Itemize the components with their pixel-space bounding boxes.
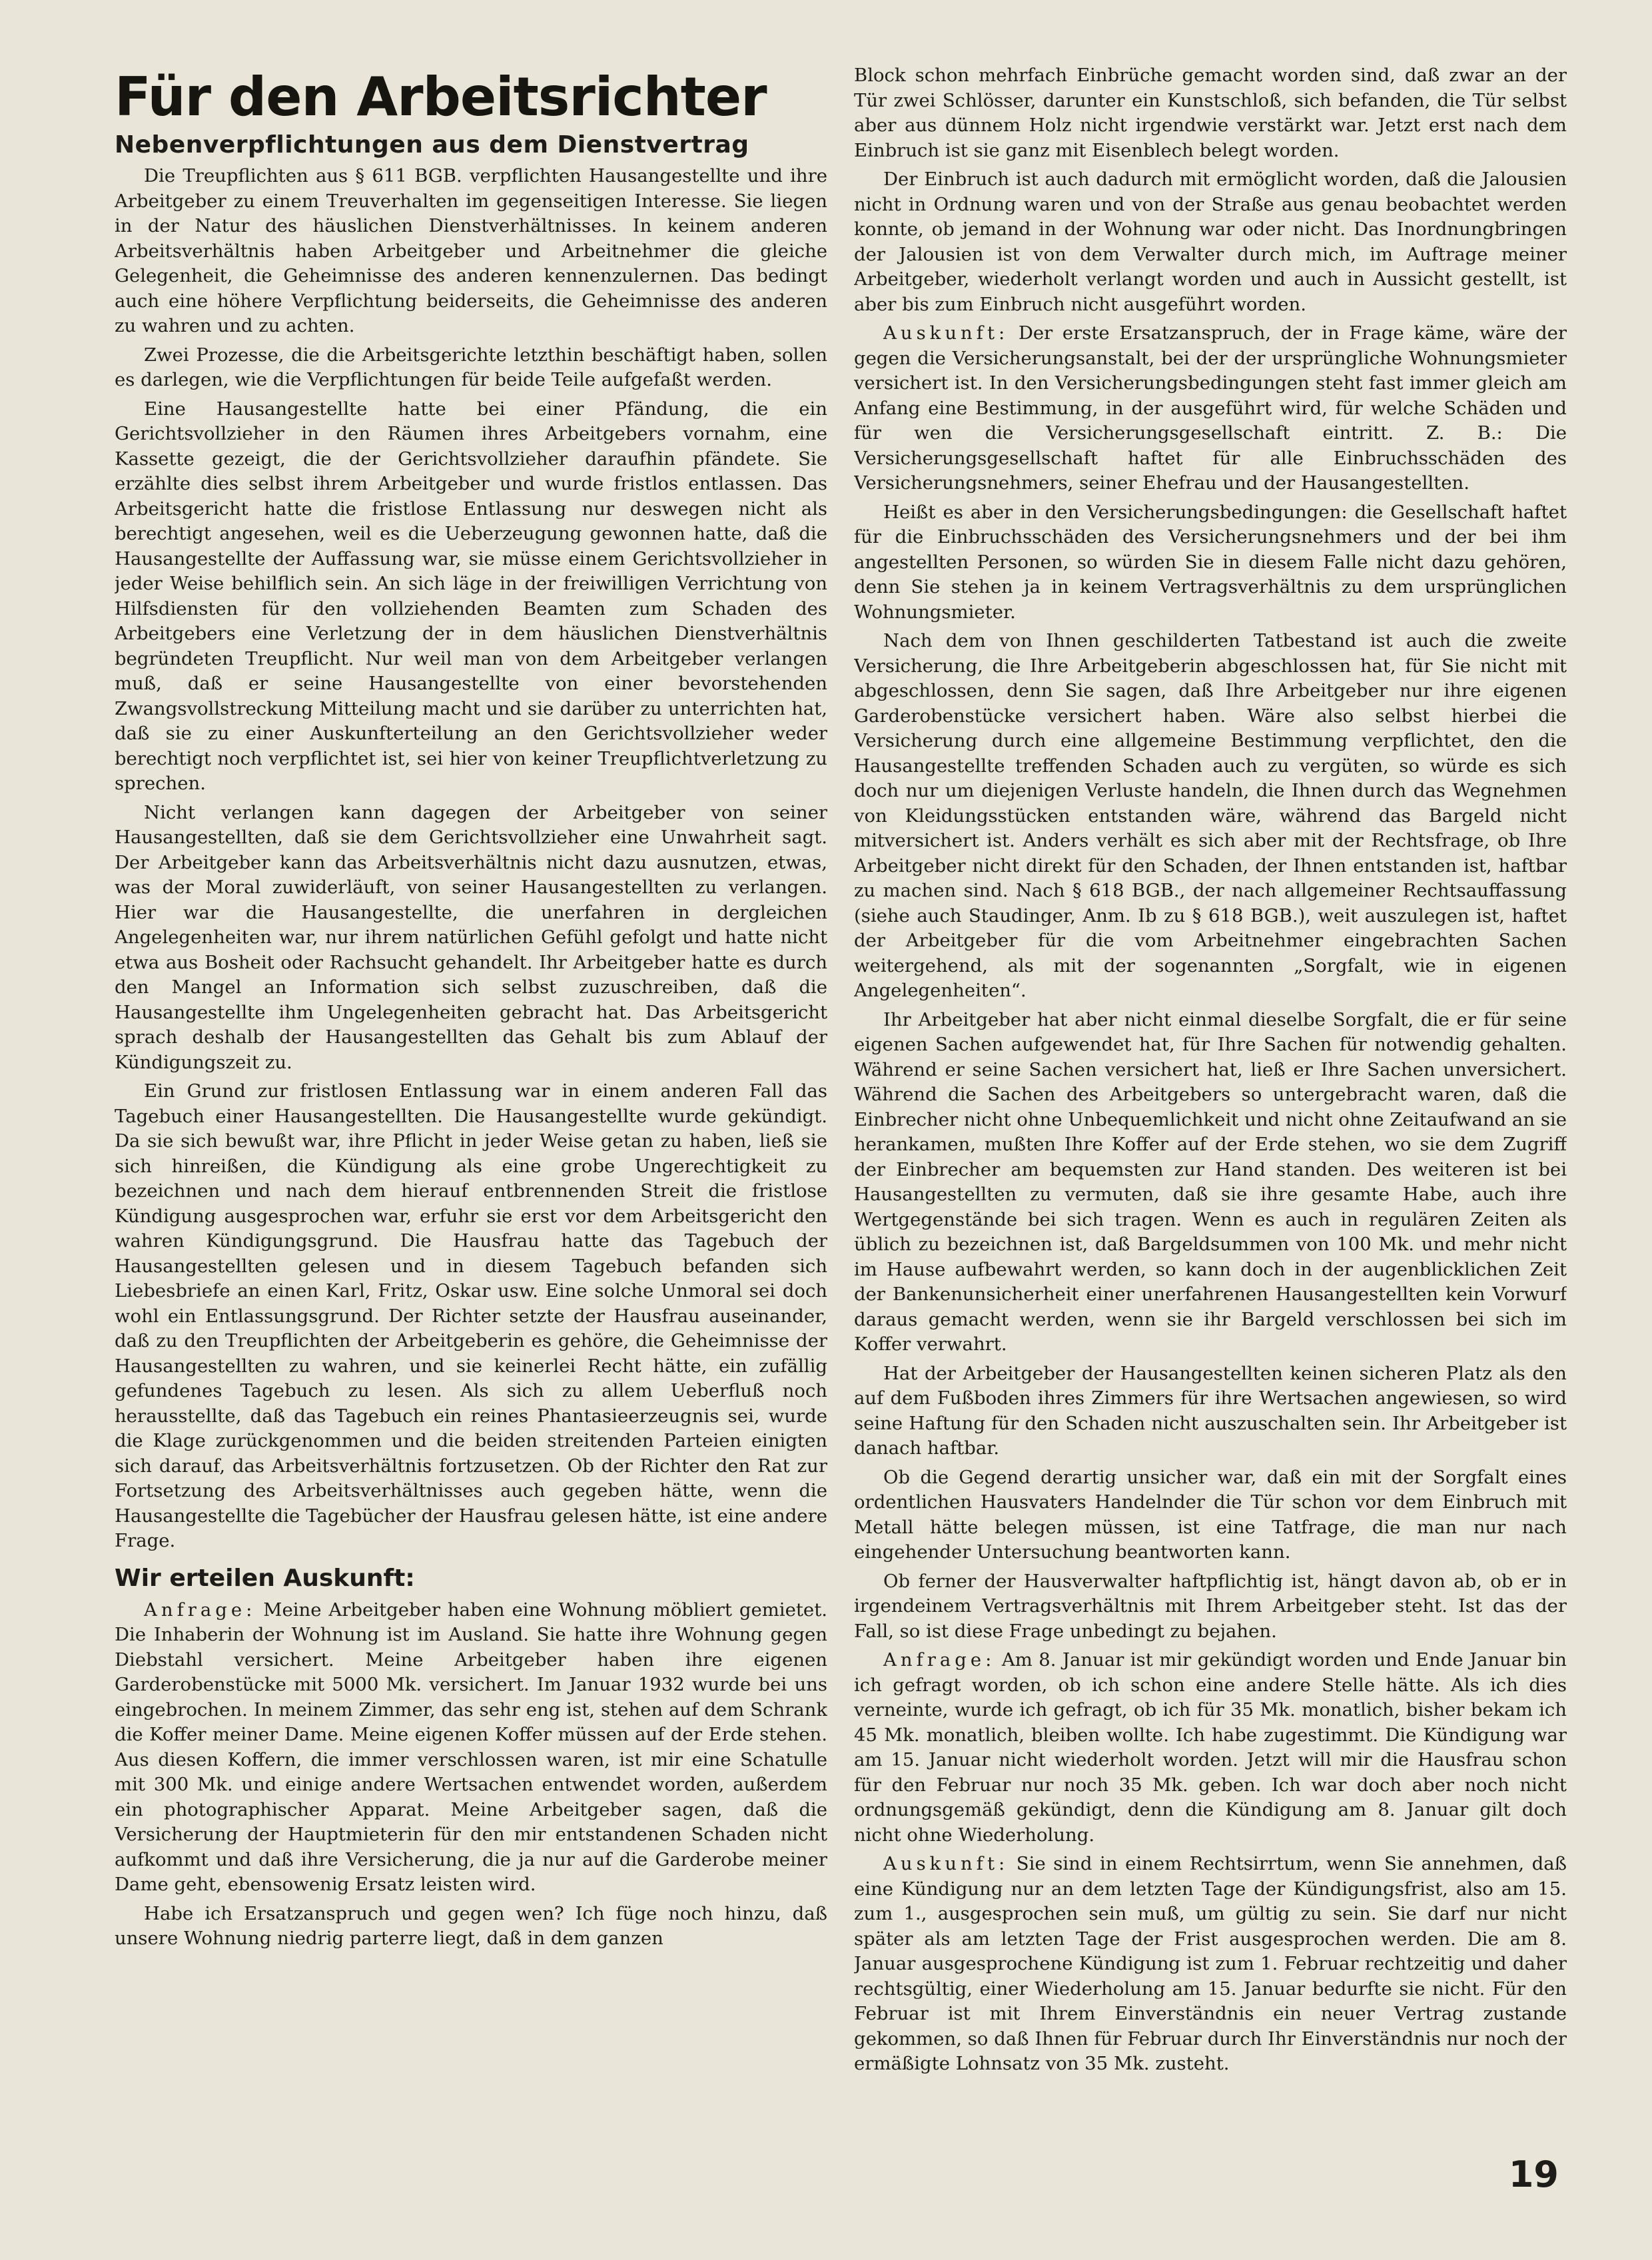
qa-paragraph: [854, 1465, 1567, 1565]
qa-paragraph: [854, 1648, 1567, 1848]
left-column: [115, 67, 827, 2118]
qa-text: Am 8. Januar ist mir gekündigt worden und Ende Januar bin ich gefragt worden, ob ich schon eine andere Stelle hätte. Als ich dies verneinte, wurde ich gefragt, ob ich für 35 Mk. monatlich, bisher bekam ich 45 Mk. monatlich, bleiben wollte. Ich habe zugestimmt. Die Kündigung war am 15. Januar nicht wiederholt worden. Jetzt will mir die Hausfrau schon für den Februar nur noch 35 Mk. geben. Ich war doch aber noch nicht ordnungsgemäß gekündigt, denn die Kündigung am 8. Januar gilt doch nicht ohne Wiederholung.: [854, 1649, 1567, 1846]
qa-text: Ihr Arbeitgeber hat aber nicht einmal dieselbe Sorgfalt, die er für seine eigenen Sachen aufgewendet hat, für Ihre Sachen für notwendig gehalten. Während er seine Sachen versichert hat, ließ er Ihre Sachen unversichert. Während die Sachen des Arbeitgebers so untergebracht waren, daß die Einbrecher nicht ohne Unbequemlichkeit und nicht ohne Zeitaufwand an sie herankamen, mußten Ihre Koffer auf der Erde stehen, wo sie dem Zugriff der Einbrecher am bequemsten zur Hand standen. Des weiteren ist bei Hausangestellten zu vermuten, daß sie ihre gesamte Habe, auch ihre Wertgegenstände bei sich tragen. Wenn es auch in regulären Zeiten als üblich zu bezeichnen ist, daß Bargeldsummen von 100 Mk. und mehr nicht im Hause aufbewahrt werden, so kann doch in der augenblicklichen Zeit der Bankenunsicherheit einer unerfahrenen Hausangestellten kein Vorwurf daraus gemacht werden, wenn sie ihr Bargeld verschlossen bei sich im Koffer verwahrt.: [854, 1008, 1567, 1355]
qa-paragraph: [854, 500, 1567, 625]
qa-paragraph: [115, 1902, 827, 1952]
qa-text: Der erste Ersatzanspruch, der in Frage käme, wäre der gegen die Versicherungsanstalt, bei der der ursprüngliche Wohnungsmieter versichert ist. In den Versicherungsbedingungen steht fast immer gleich am Anfang eine Bestimmung, in der ausgeführt wird, für welche Schäden und für wen die Versicherungsgesellschaft eintritt. Z. B.: Die Versicherungsgesellschaft haftet für alle Einbruchsschäden des Versicherungsnehmers, seiner Ehefrau und der Hausangestellten.: [854, 322, 1567, 494]
qa-text: Habe ich Ersatzanspruch und gegen wen? Ich füge noch hinzu, daß unsere Wohnung niedrig parterre liegt, daß in dem ganzen: [115, 1902, 827, 1949]
qa-text: Nach dem von Ihnen geschilderten Tatbestand ist auch die zweite Versicherung, die Ihre Arbeitgeberin abgeschlossen hat, für Sie nicht mit abgeschlossen, denn Sie sagen, daß Ihre Arbeitgeber nur ihre eigenen Garderobenstücke versichert haben. Wäre also selbst hierbei die Versicherung durch eine allgemeine Bestimmung verpflichtet, den die Hausangestellte treffenden Schaden auch zu vergüten, so würde es sich doch nur um diejenigen Verluste handeln, die Ihnen durch das Wegnehmen von Kleidungsstücken entstanden wäre, während das Bargeld nicht mitversichert ist. Anders verhält es sich aber mit der Rechtsfrage, ob Ihre Arbeitgeber nicht direkt für den Schaden, der Ihnen entstanden ist, haftbar zu machen sind. Nach § 618 BGB., der nach allgemeiner Rechtsauffassung (siehe auch Staudinger, Anm. Ib zu § 618 BGB.), weit auszulegen ist, haftet der Arbeitgeber für die vom Arbeitnehmer eingebrachten Sachen weitergehend, als mit der sogenannten „Sorgfalt, wie in eigenen Angelegenheiten“.: [854, 630, 1567, 1001]
qa-paragraph: [115, 1598, 827, 1898]
qa-paragraph: [854, 629, 1567, 1004]
qa-lead-label: Anfrage:: [144, 1599, 256, 1621]
qa-paragraph: [854, 321, 1567, 496]
qa-paragraph: [854, 1361, 1567, 1461]
article-paragraph: Eine Hausangestellte hatte bei einer Pfändung, die ein Gerichtsvollzieher in den Räumen ihres Arbeitgebers vornahm, eine Kassette gezeigt, die der Gerichtsvollzieher daraufhin pfändete. Sie erzählte dies selbst ihrem Arbeitgeber und wurde fristlos entlassen. Das Arbeitsgericht hatte die fristlose Entlassung nur deswegen nicht als berechtigt angesehen, weil es die Ueberzeugung gewonnen hatte, daß die Hausangestellte der Auffassung war, sie müsse einem Gerichtsvollzieher in jeder Weise behilflich sein. An sich läge in der freiwilligen Verrichtung von Hilfsdiensten für den vollziehenden Beamten zum Schaden des Arbeitgebers eine Verletzung der in dem häuslichen Dienstverhältnis begründeten Treupflicht. Nur weil man von dem Arbeitgeber verlangen muß, daß er seine Hausangestellte von einer bevorstehenden Zwangsvollstreckung Mitteilung macht und sie darüber zu unterrichten hat, daß sie zu einer Auskunfterteilung an den Gerichtsvollzieher weder berechtigt noch verpflichtet ist, sei hier von keiner Treupflichtverletzung zu sprechen.: [115, 398, 827, 794]
qa-lead-label: Auskunft:: [883, 1853, 1009, 1874]
qa-paragraph: [854, 1008, 1567, 1357]
qa-text: Ob ferner der Hausverwalter haftpflichtig ist, hängt davon ab, ob er in irgendeinem Vertragsverhältnis mit Ihrem Arbeitgeber steht. Ist das der Fall, so ist diese Frage unbedingt zu bejahen.: [854, 1570, 1567, 1642]
article-paragraph: Die Treupflichten aus § 611 BGB. verpflichten Hausangestellte und ihre Arbeitgeber zu einem Treuverhalten im gegenseitigen Interesse. Sie liegen in der Natur des häuslichen Dienstverhältnisses. In keinem anderen Arbeitsverhältnis haben Arbeitgeber und Arbeitnehmer die gleiche Gelegenheit, die Geheimnisse des anderen kennenzulernen. Das bedingt auch eine höhere Verpflichtung beiderseits, die Geheimnisse des anderen zu wahren und zu achten.: [115, 165, 827, 336]
qa-text: Meine Arbeitgeber haben eine Wohnung möbliert gemietet. Die Inhaberin der Wohnung ist im Ausland. Sie hatte ihre Wohnung gegen Diebstahl versichert. Meine Arbeitgeber haben ihre eigenen Garderobenstücke mit 5000 Mk. versichert. Im Januar 1932 wurde bei uns eingebrochen. In meinem Zimmer, das sehr eng ist, stehen auf dem Schrank die Koffer meiner Dame. Meine eigenen Koffer müssen auf der Erde stehen. Aus diesen Koffern, die immer verschlossen waren, ist mir eine Schatulle mit 300 Mk. und einige andere Wertsachen entwendet worden, außerdem ein photographischer Apparat. Meine Arbeitgeber sagen, daß die Versicherung der Hauptmieterin für den mir entstandenen Schaden nicht aufkommt und daß ihre Versicherung, die ja nur auf die Garderobe meiner Dame geht, ebensowenig Ersatz leisten wird.: [115, 1599, 827, 1895]
qa-text: Hat der Arbeitgeber der Hausangestellten keinen sicheren Platz als den auf dem Fußboden ihres Zimmers für ihre Wertsachen angewiesen, so wird seine Haftung für den Schaden nicht auszuschalten sein. Ihr Arbeitgeber ist danach haftbar.: [854, 1362, 1567, 1459]
qa-text: Der Einbruch ist auch dadurch mit ermöglicht worden, daß die Jalousien nicht in Ordnung waren und von der Straße aus genau beobachtet werden konnte, ob jemand in der Wohnung war oder nicht. Das Inordnungbringen der Jalousien ist von dem Verwalter durch mich, im Auftrage meiner Arbeitgeber, wiederholt verlangt worden und auch in Aussicht gestellt, ist aber bis zum Einbruch nicht ausgeführt worden.: [854, 169, 1567, 315]
qa-paragraph: [854, 167, 1567, 317]
right-column: [854, 63, 1567, 2115]
article-subtitle: Nebenverpflichtungen aus dem Dienstvertrag: [115, 131, 749, 159]
qa-paragraph: [854, 1569, 1567, 1645]
article-paragraph: Nicht verlangen kann dagegen der Arbeitgeber von seiner Hausangestellten, daß sie dem Gerichtsvollzieher eine Unwahrheit sagt. Der Arbeitgeber kann das Arbeitsverhältnis nicht dazu ausnutzen, etwas, was der Moral zuwiderläuft, von seiner Hausangestellten zu verlangen. Hier war die Hausangestellte, die unerfahren in dergleichen Angelegenheiten war, nur ihrem natürlichen Gefühl gefolgt und hatte nicht etwa aus Bosheit oder Rachsucht gehandelt. Ihr Arbeitgeber hatte es durch den Mangel an Information sich selbst zuzuschreiben, daß die Hausangestellte ihm Ungelegenheiten gebracht hat. Das Arbeitsgericht sprach deshalb der Hausangestellten das Gehalt bis zum Ablauf der Kündigungszeit zu.: [115, 801, 827, 1073]
qa-paragraph: [854, 1852, 1567, 2077]
article-paragraph: Ein Grund zur fristlosen Entlassung war in einem anderen Fall das Tagebuch einer Hausangestellten. Die Hausangestellte wurde gekündigt. Da sie sich bewußt war, ihre Pflicht in jeder Weise getan zu haben, ließ sie sich hinreißen, die Kündigung als eine grobe Ungerechtigkeit zu bezeichnen und nach dem hierauf entbrennenden Streit die fristlose Kündigung ausgesprochen war, erfuhr sie erst vor dem Arbeitsgericht den wahren Kündigungsgrund. Die Hausfrau hatte das Tagebuch der Hausangestellten gelesen und in diesem Tagebuch befanden sich Liebesbriefe an einen Karl, Fritz, Oskar usw. Eine solche Unmoral sei doch wohl ein Entlassungsgrund. Der Richter setzte der Hausfrau auseinander, daß zu den Treupflichten der Arbeitgeberin es gehöre, die Geheimnisse der Hausangestellten zu wahren, und sie keinerlei Recht hätte, ein zufällig gefundenes Tagebuch zu lesen. Als sich zu allem Ueberfluß noch herausstellte, daß das Tagebuch ein reines Phantasieerzeugnis sei, wurde die Klage zurückgenommen und die beiden streitenden Parteien einigten sich darauf, das Arbeitsverhältnis fortzusetzen. Ob der Richter den Rat zur Fortsetzung des Arbeitsverhältnisses auch gegeben hätte, wenn die Hausangestellte die Tagebücher der Hausfrau gelesen hätte, ist eine andere Frage.: [115, 1080, 827, 1551]
qa-lead-label: Auskunft:: [883, 322, 1009, 344]
qa-text: Ob die Gegend derartig unsicher war, daß ein mit der Sorgfalt eines ordentlichen Hausvaters Handelnder die Tür schon vor dem Einbruch mit Metall hätte belegen müssen, ist eine Tatfrage, die man nur nach eingehender Untersuchung beantworten kann.: [854, 1466, 1567, 1563]
qa-text: Heißt es aber in den Versicherungsbedingungen: die Gesellschaft haftet für die Einbruchsschäden des Versicherungsnehmers und der bei ihm angestellten Personen, so würden Sie in diesem Falle nicht dazu gehören, denn Sie stehen ja in keinem Vertragsverhältnis zu dem ursprünglichen Wohnungsmieter.: [854, 501, 1567, 623]
page-number: 19: [1508, 2153, 1559, 2195]
qa-lead-label: Anfrage:: [883, 1649, 996, 1671]
qa-text: Block schon mehrfach Einbrüche gemacht worden sind, daß zwar an der Tür zwei Schlösser, darunter ein Kunstschloß, sich befanden, die Tür selbst aber aus dünnem Holz nicht irgendwie verstärkt war. Jetzt erst nach dem Einbruch ist sie ganz mit Eisenblech belegt worden.: [854, 65, 1567, 161]
article-title: Für den Arbeitsrichter: [115, 67, 767, 128]
article-paragraph: Zwei Prozesse, die die Arbeitsgerichte letzthin beschäftigt haben, sollen es darlegen, wie die Verpflichtungen für beide Teile aufgefaßt werden.: [115, 344, 827, 390]
qa-section-heading: Wir erteilen Auskunft:: [115, 1564, 415, 1592]
qa-text: Sie sind in einem Rechtsirrtum, wenn Sie annehmen, daß eine Kündigung nur an dem letzten Tage der Kündigungsfrist, also am 15. zum 1., ausgesprochen sein muß, um gültig zu sein. Sie darf nur nicht später als am letzten Tage der Frist ausgesprochen werden. Die am 8. Januar ausgesprochene Kündigung ist zum 1. Februar rechtzeitig und daher rechtsgültig, einer Wiederholung am 15. Januar bedurfte sie nicht. Für den Februar ist mit Ihrem Einverständnis ein neuer Vertrag zustande gekommen, so daß Ihnen für Februar durch Ihr Einverständnis nur noch der ermäßigte Lohnsatz von 35 Mk. zusteht.: [854, 1853, 1567, 2074]
qa-paragraph: [854, 63, 1567, 163]
